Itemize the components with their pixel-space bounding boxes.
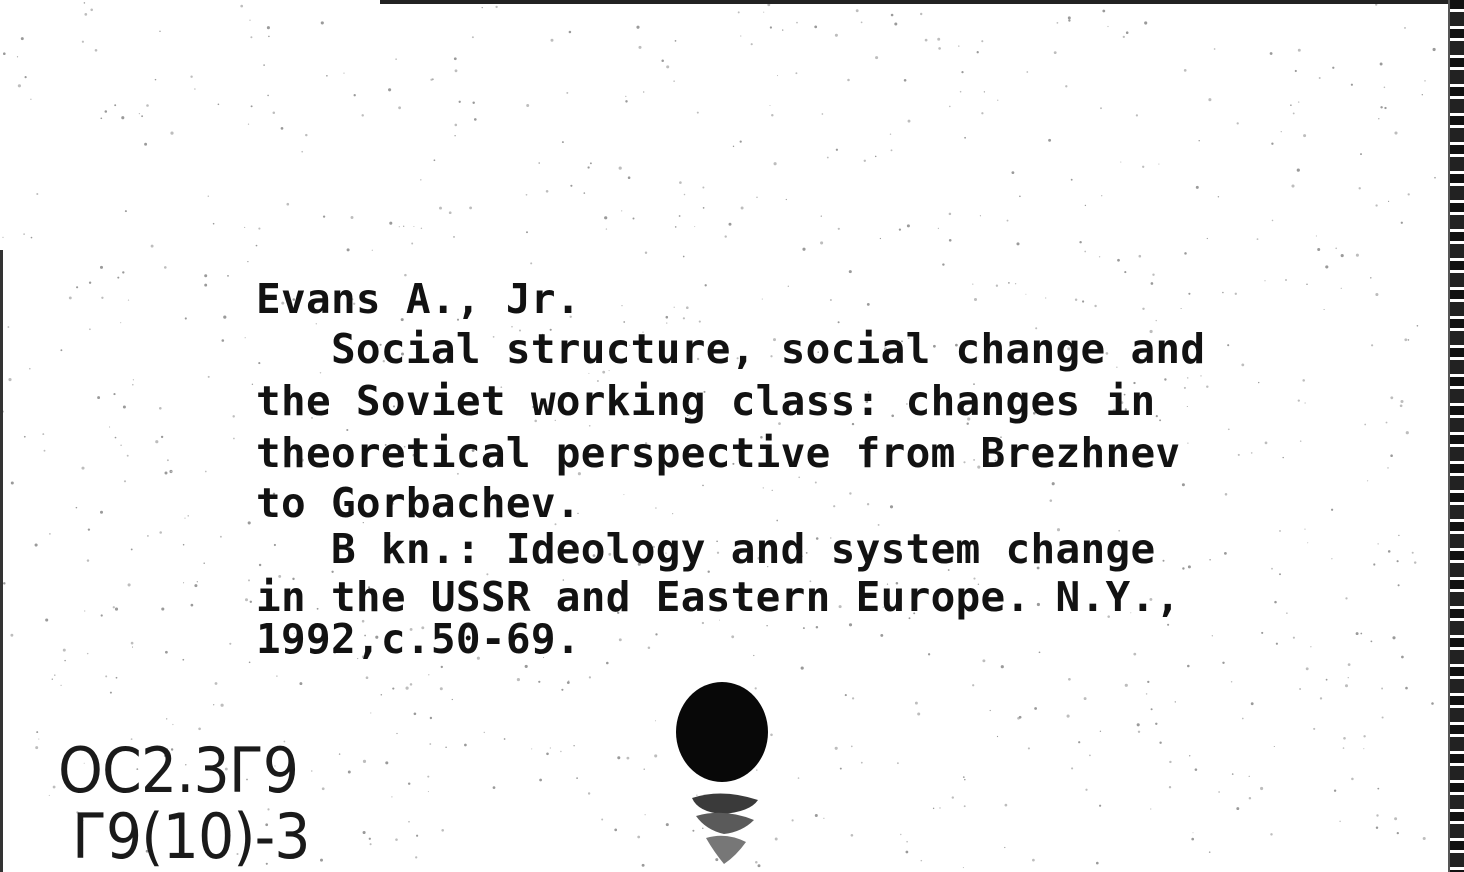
card-left-edge	[0, 250, 3, 872]
title-line-3: theoretical perspective from Brezhnev	[256, 429, 1181, 477]
title-line-1: Social structure, social change and	[256, 325, 1206, 373]
title-line-4: to Gorbachev.	[256, 479, 581, 527]
author-line: Evans A., Jr.	[256, 275, 581, 323]
source-line-3: 1992,c.50-69.	[256, 615, 581, 663]
shelfmark-line-1: OC2.3Г9	[58, 734, 299, 807]
title-line-2: the Soviet working class: changes in	[256, 377, 1156, 425]
punch-hole	[662, 680, 792, 872]
source-line-2: in the USSR and Eastern Europe. N.Y.,	[256, 573, 1181, 621]
source-line-1: B kn.: Ideology and system change	[256, 525, 1156, 573]
shelfmark-line-2: Г9(10)-3	[72, 800, 310, 872]
card-right-edge	[1450, 0, 1464, 872]
card-top-edge	[380, 0, 1464, 4]
